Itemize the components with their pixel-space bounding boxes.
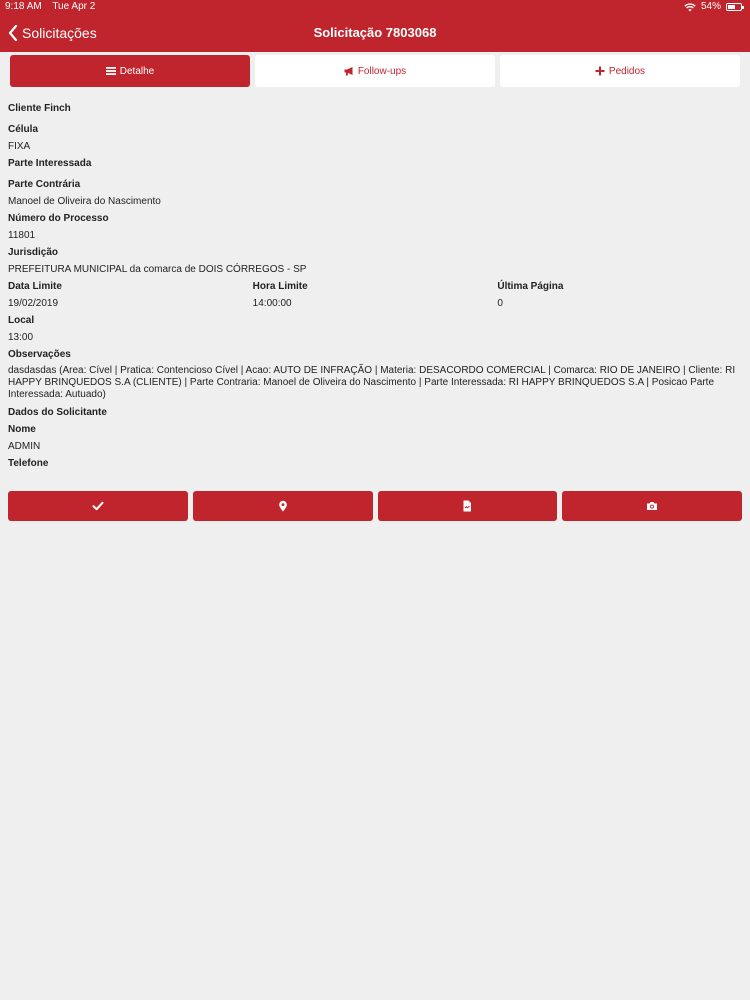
status-time: 9:18 AM xyxy=(5,1,42,12)
detail-panel xyxy=(8,100,742,472)
data-limite-value: 19/02/2019 xyxy=(8,298,59,309)
celula-value: FIXA xyxy=(8,141,31,152)
document-icon xyxy=(461,500,473,512)
ultima-pagina-label: Última Página xyxy=(497,281,564,292)
megaphone-icon xyxy=(344,66,354,76)
hora-limite-label: Hora Limite xyxy=(252,281,308,292)
nome-value: ADMIN xyxy=(8,441,41,452)
deadline-row xyxy=(8,278,742,312)
nome-label: Nome xyxy=(8,424,36,435)
status-bar xyxy=(0,0,750,14)
wifi-icon xyxy=(684,3,696,12)
parte-contraria-label: Parte Contrária xyxy=(8,179,81,190)
plus-icon xyxy=(595,66,605,76)
ultima-pagina-value: 0 xyxy=(497,298,503,309)
tab-follow-ups-label: Follow-ups xyxy=(357,65,407,77)
tab-bar xyxy=(10,55,740,88)
page-title: Solicitação 7803068 xyxy=(313,25,437,40)
document-button[interactable] xyxy=(378,491,558,521)
jurisdicao-label: Jurisdição xyxy=(8,247,59,258)
battery-percent: 54% xyxy=(700,1,721,12)
hora-limite-value: 14:00:00 xyxy=(252,298,292,309)
status-date: Tue Apr 2 xyxy=(52,1,96,12)
back-label: Solicitações xyxy=(22,25,97,41)
local-label: Local xyxy=(8,315,35,326)
celula-label: Célula xyxy=(8,124,39,135)
tab-detalhe-label: Detalhe xyxy=(119,65,155,77)
battery-icon xyxy=(726,3,742,11)
telefone-label: Telefone xyxy=(8,458,49,469)
confirm-button[interactable] xyxy=(8,491,188,521)
camera-icon xyxy=(646,500,658,512)
parte-contraria-value: Manoel de Oliveira do Nascimento xyxy=(8,196,161,207)
nav-bar xyxy=(0,14,750,52)
dados-solicitante-label: Dados do Solicitante xyxy=(8,407,107,418)
observacoes-value: dasdasdas (Area: Cível | Pratica: Contencioso Cível | Acao: AUTO DE INFRAÇÃO | Materia: DESACORDO COMERCIAL | Comarca: RIO DE JANEIRO | Cliente: RI HAPPY BRINQUEDOS S.A (CLIENTE) | Parte Contraria: Manoel de Oliveira do Nascimento | Parte Interessada: RI HAPPY BRINQUEDOS S.A | Posicao Parte Interessada: Autuado) xyxy=(8,365,736,400)
top-bar xyxy=(0,0,750,52)
list-icon xyxy=(106,66,116,76)
location-button[interactable] xyxy=(193,491,373,521)
checkmark-icon xyxy=(92,500,104,512)
tab-pedidos[interactable] xyxy=(500,55,740,87)
tab-detalhe[interactable] xyxy=(10,55,250,87)
jurisdicao-value: PREFEITURA MUNICIPAL da comarca de DOIS CÓRREGOS - SP xyxy=(8,264,307,275)
camera-button[interactable] xyxy=(562,491,742,521)
observacoes-label: Observações xyxy=(8,349,71,360)
client-name: Cliente Finch xyxy=(8,103,71,114)
map-pin-icon xyxy=(277,500,289,512)
numero-processo-label: Número do Processo xyxy=(8,213,109,224)
tab-follow-ups[interactable] xyxy=(255,55,495,87)
parte-interessada-label: Parte Interessada xyxy=(8,158,92,169)
numero-processo-value: 11801 xyxy=(8,230,36,241)
local-value: 13:00 xyxy=(8,332,34,343)
data-limite-label: Data Limite xyxy=(8,281,62,292)
action-bar xyxy=(8,491,742,521)
tab-pedidos-label: Pedidos xyxy=(608,65,646,77)
